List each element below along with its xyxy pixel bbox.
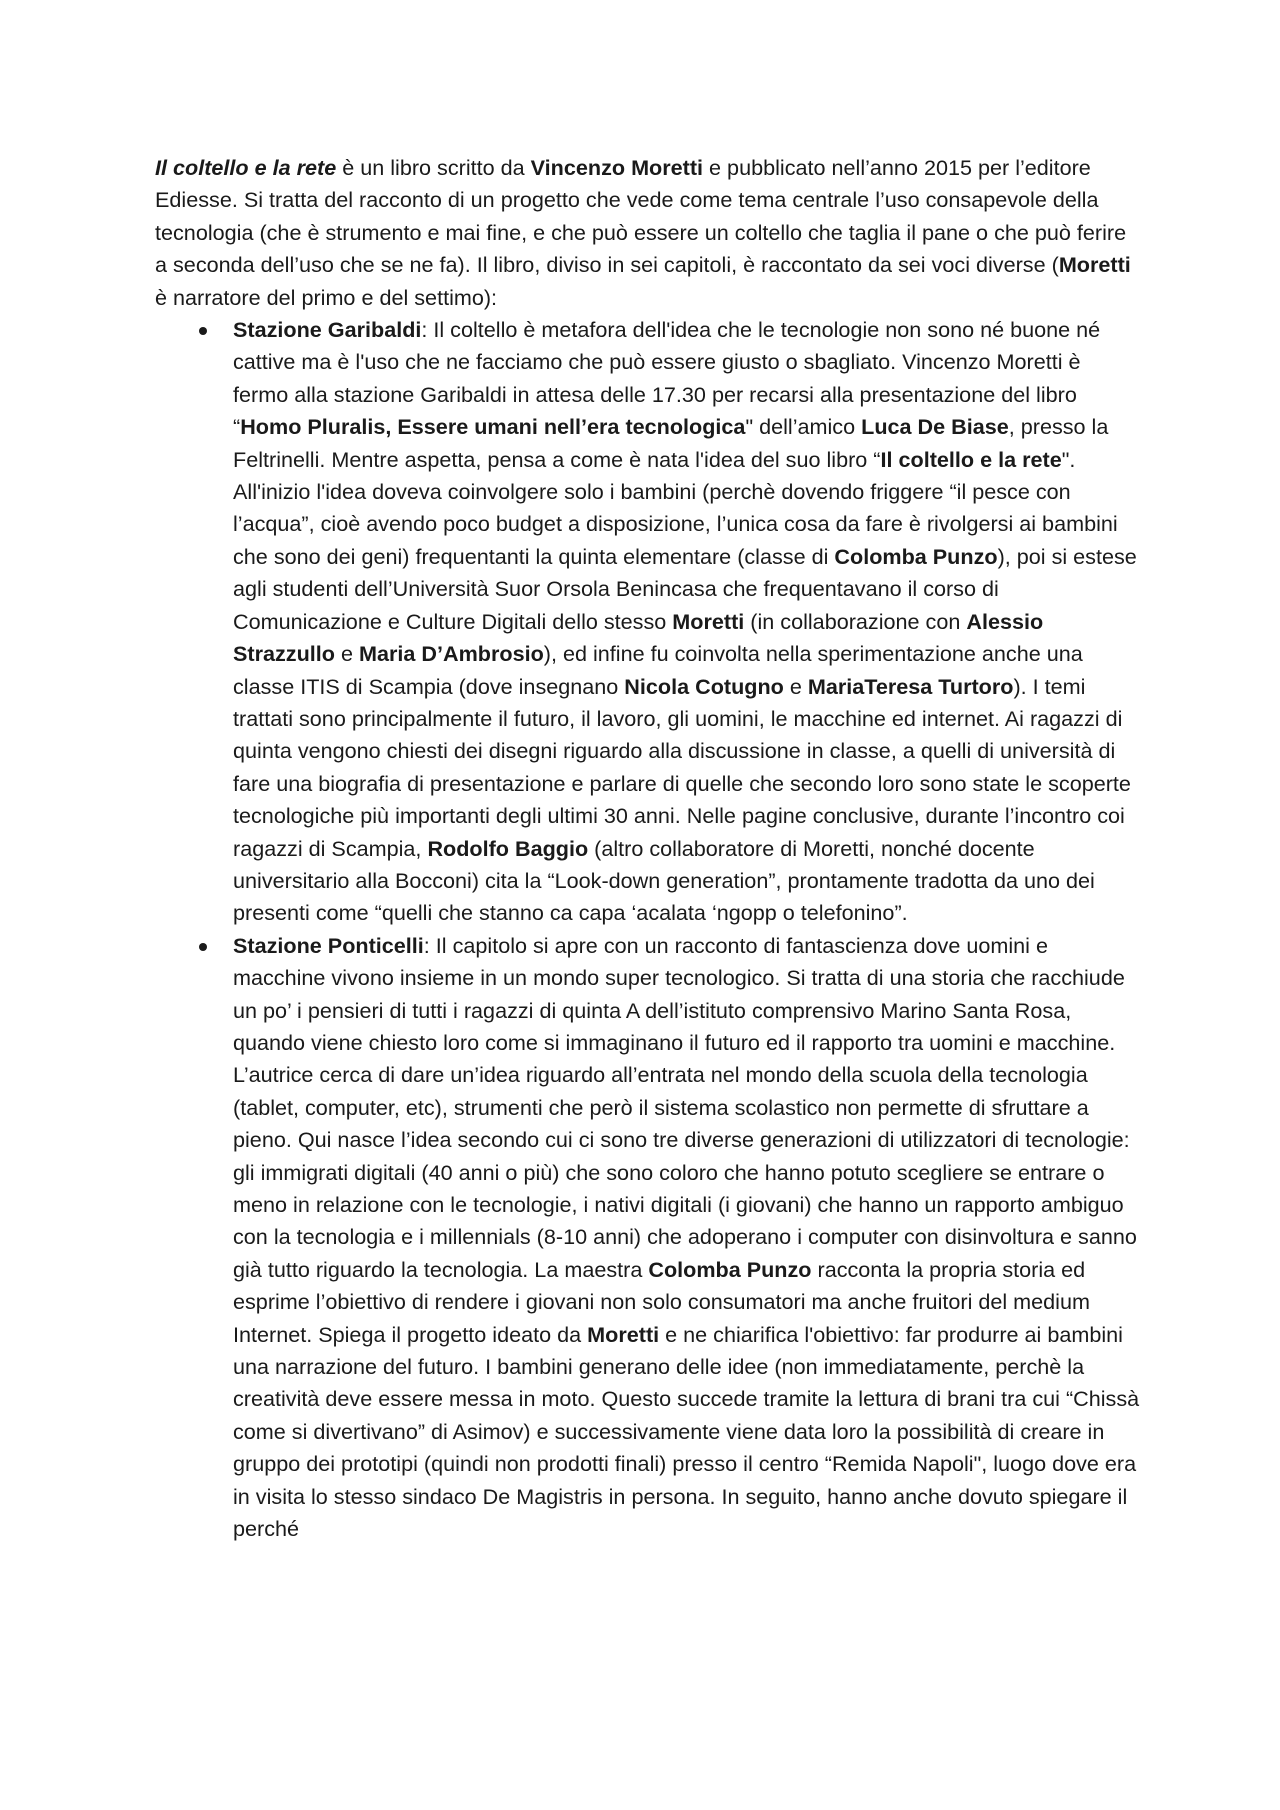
text-run: (in collaborazione con xyxy=(744,608,967,634)
emphasis-text: Homo Pluralis, Essere umani nell’era tecnologica xyxy=(240,414,746,440)
emphasis-text: Luca De Biase xyxy=(861,414,1009,440)
emphasis-text: Moretti xyxy=(672,608,745,634)
text-run: racconta la propria storia ed esprime l’obiettivo di rendere i giovani non solo consumatori ma anche fruitori del medium Internet. Spiega il progetto ideato da xyxy=(233,1256,1090,1347)
text-run: ), ed infine fu coinvolta nella sperimentazione anche una classe ITIS di Scampia (dove insegnano xyxy=(233,641,1083,699)
chapter-text-garibaldi xyxy=(233,317,1137,925)
emphasis-text: Alessio Strazzullo xyxy=(233,608,1044,667)
text-run: e pubblicato nell’anno 2015 per l’editore Ediesse. Si tratta del racconto di un progetto che vede come tema centrale l’uso consapevole della tecnologia (che è strumento e mai fine, e che può essere un coltello che taglia il pane o che può ferire a seconda dell’uso che se ne fa). Il libro, diviso in sei capitoli, è raccontato da sei voci diverse ( xyxy=(155,155,1127,278)
emphasis-text: Colomba Punzo xyxy=(834,543,998,569)
chapter-list xyxy=(155,314,1140,1545)
intro-paragraph xyxy=(155,152,1140,314)
emphasis-text: Stazione Ponticelli xyxy=(233,932,424,958)
emphasis-text: Nicola Cotugno xyxy=(624,673,784,699)
emphasis-text: Maria D’Ambrosio xyxy=(359,641,544,667)
text-run: e xyxy=(783,673,808,699)
emphasis-text: Moretti xyxy=(1058,252,1131,278)
document-page xyxy=(155,152,1140,1545)
text-run: ). I temi trattati sono principalmente il futuro, il lavoro, gli uomini, le macchine ed internet. Ai ragazzi di quinta vengono chiesti dei disegni riguardo alla discussione in classe, a quelli di università di fare una biografia di presentazione e parlare di quelle che secondo loro sono state le scoperte tecnologiche più importanti degli ultimi 30 anni. Nelle pagine conclusive, durante l’incontro coi ragazzi di Scampia, xyxy=(233,673,1131,861)
emphasis-text: Il coltello e la rete xyxy=(155,155,337,180)
list-item xyxy=(155,930,1140,1546)
text-run: e ne chiarifica l'obiettivo: far produrre ai bambini una narrazione del futuro. I bambini generano delle idee (non immediatamente, perchè la creatività deve essere messa in moto. Questo succede tramite la lettura di brani tra cui “Chissà come si divertivano” di Asimov) e successivamente viene data loro la possibilità di creare in gruppo dei prototipi (quindi non prodotti finali) presso il centro “Remida Napoli", luogo dove era in visita lo stesso sindaco De Magistris in persona. In seguito, hanno anche dovuto spiegare il perché xyxy=(233,1321,1140,1542)
text-run: è narratore del primo e del settimo): xyxy=(155,284,498,310)
chapter-text-ponticelli xyxy=(233,933,1139,1541)
bullet-icon xyxy=(199,943,207,951)
text-run: : Il coltello è metafora dell'idea che le tecnologie non sono né buone né cattive ma è l'uso che ne facciamo che può essere giusto o sbagliato. Vincenzo Moretti è fermo alla stazione Garibaldi in attesa delle 17.30 per recarsi alla presentazione del libro “ xyxy=(233,317,1101,440)
text-run: , presso la Feltrinelli. Mentre aspetta, pensa a come è nata l'idea del suo libro “ xyxy=(233,414,1109,472)
text-run: e xyxy=(334,641,359,667)
text-run: è un libro scritto da xyxy=(336,155,531,180)
text-run: ), poi si estese agli studenti dell’Università Suor Orsola Benincasa che frequentavano il corso di Comunicazione e Culture Digitali dello stesso xyxy=(233,543,1137,634)
text-run: " dell’amico xyxy=(745,414,862,440)
text-run: (altro collaboratore di Moretti, nonché docente universitario alla Bocconi) cita la “Look-down generation”, prontamente tradotta da uno dei presenti come “quelli che stanno ca capa ‘acalata ‘ngopp o telefonino”. xyxy=(233,835,1095,926)
emphasis-text: Vincenzo Moretti xyxy=(530,155,704,180)
text-run: ". All'inizio l'idea doveva coinvolgere solo i bambini (perchè dovendo friggere “il pesce con l’acqua”, cioè avendo poco budget a disposizione, l’unica cosa da fare è rivolgersi ai bambini che sono dei geni) frequentanti la quinta elementare (classe di xyxy=(233,446,1118,569)
bullet-icon xyxy=(199,327,207,335)
emphasis-text: Rodolfo Baggio xyxy=(427,835,589,861)
list-item xyxy=(155,314,1140,930)
text-run: : Il capitolo si apre con un racconto di fantascienza dove uomini e macchine vivono insieme in un mondo super tecnologico. Si tratta di una storia che racchiude un po’ i pensieri di tutti i ragazzi di quinta A dell’istituto comprensivo Marino Santa Rosa, quando viene chiesto loro come si immaginano il futuro ed il rapporto tra uomini e macchine. L’autrice cerca di dare un’idea riguardo all’entrata nel mondo della scuola della tecnologia (tablet, computer, etc), strumenti che però il sistema scolastico non permette di sfruttare a pieno. Qui nasce l’idea secondo cui ci sono tre diverse generazioni di utilizzatori di tecnologie: gli immigrati digitali (40 anni o più) che sono coloro che hanno potuto scegliere se entrare o meno in relazione con le tecnologie, i nativi digitali (i giovani) che hanno un rapporto ambiguo con la tecnologia e i millennials (8-10 anni) che adoperano i computer con disinvoltura e sanno già tutto riguardo la tecnologia. La maestra xyxy=(233,932,1137,1282)
emphasis-text: Il coltello e la rete xyxy=(880,446,1062,472)
emphasis-text: Stazione Garibaldi xyxy=(233,317,422,343)
emphasis-text: Colomba Punzo xyxy=(648,1256,812,1282)
emphasis-text: MariaTeresa Turtoro xyxy=(807,673,1014,699)
emphasis-text: Moretti xyxy=(587,1321,660,1347)
